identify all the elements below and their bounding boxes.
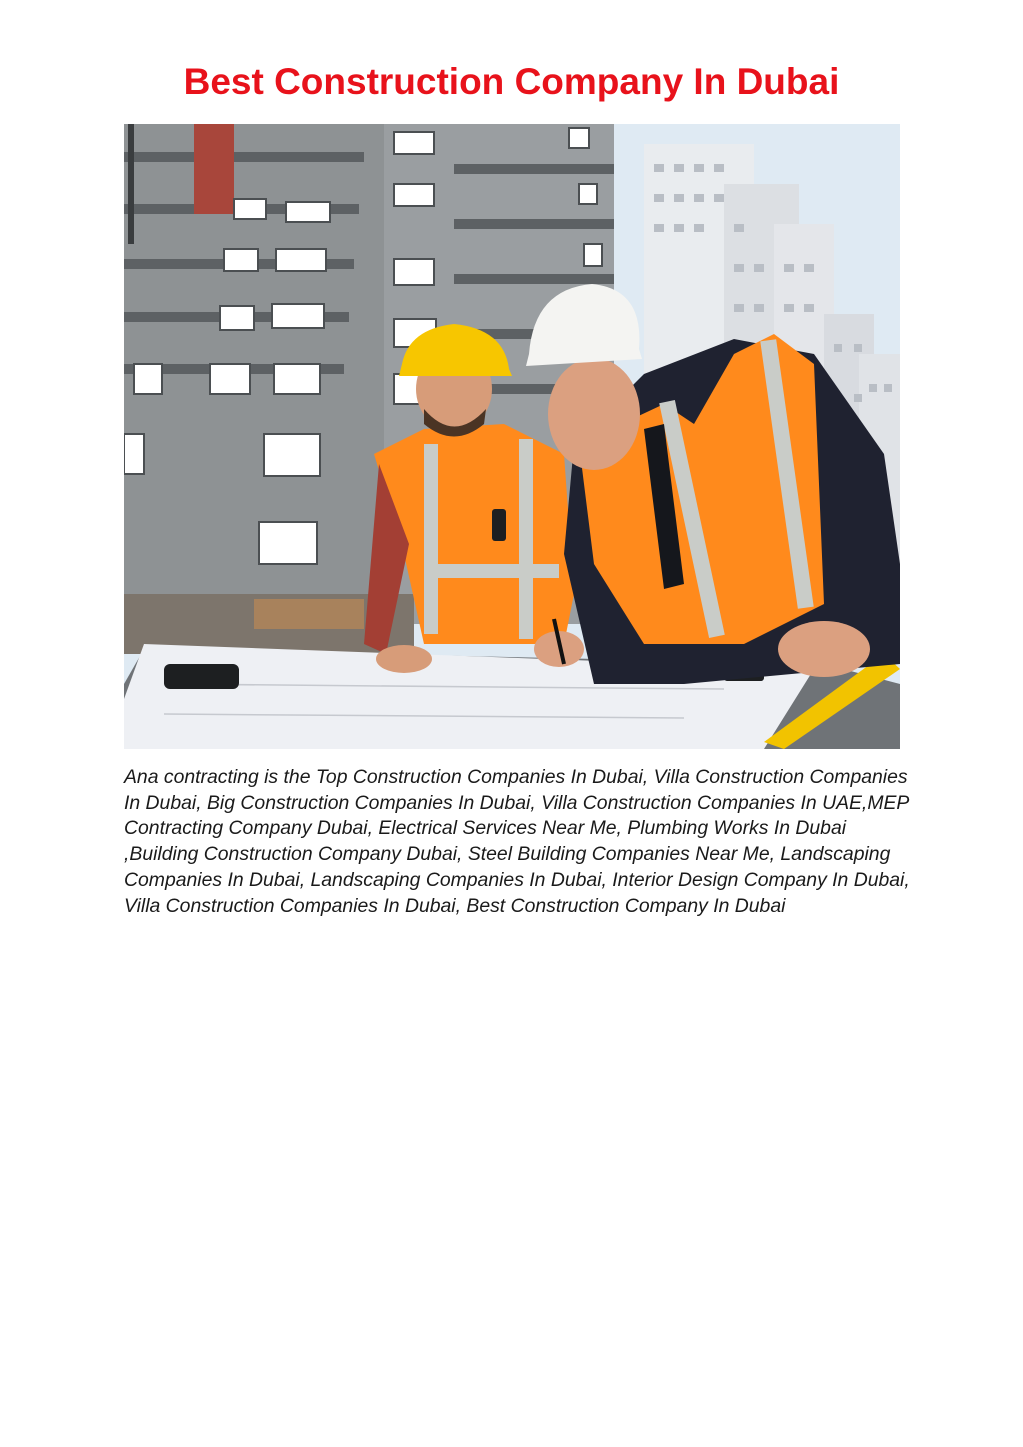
body-paragraph: Ana contracting is the Top Construction Companies In Dubai, Villa Construction Companies In Dubai, Big Construction Companies In Dubai, Villa Construction Companies In UAE,MEP Contracting Company Dubai, Electrical Services Near Me, Plumbing Works In Dubai ,Building Construction Company Dubai, Steel Building Companies Near Me, Landscaping Companies In Dubai, Landscaping Companies In Dubai, Interior Design Company In Dubai, Villa Construction Companies In Dubai, Best Construction Company In Dubai: [124, 766, 910, 917]
page-title: Best Construction Company In Dubai: [183, 61, 840, 102]
construction-workers-photo: [124, 124, 900, 749]
